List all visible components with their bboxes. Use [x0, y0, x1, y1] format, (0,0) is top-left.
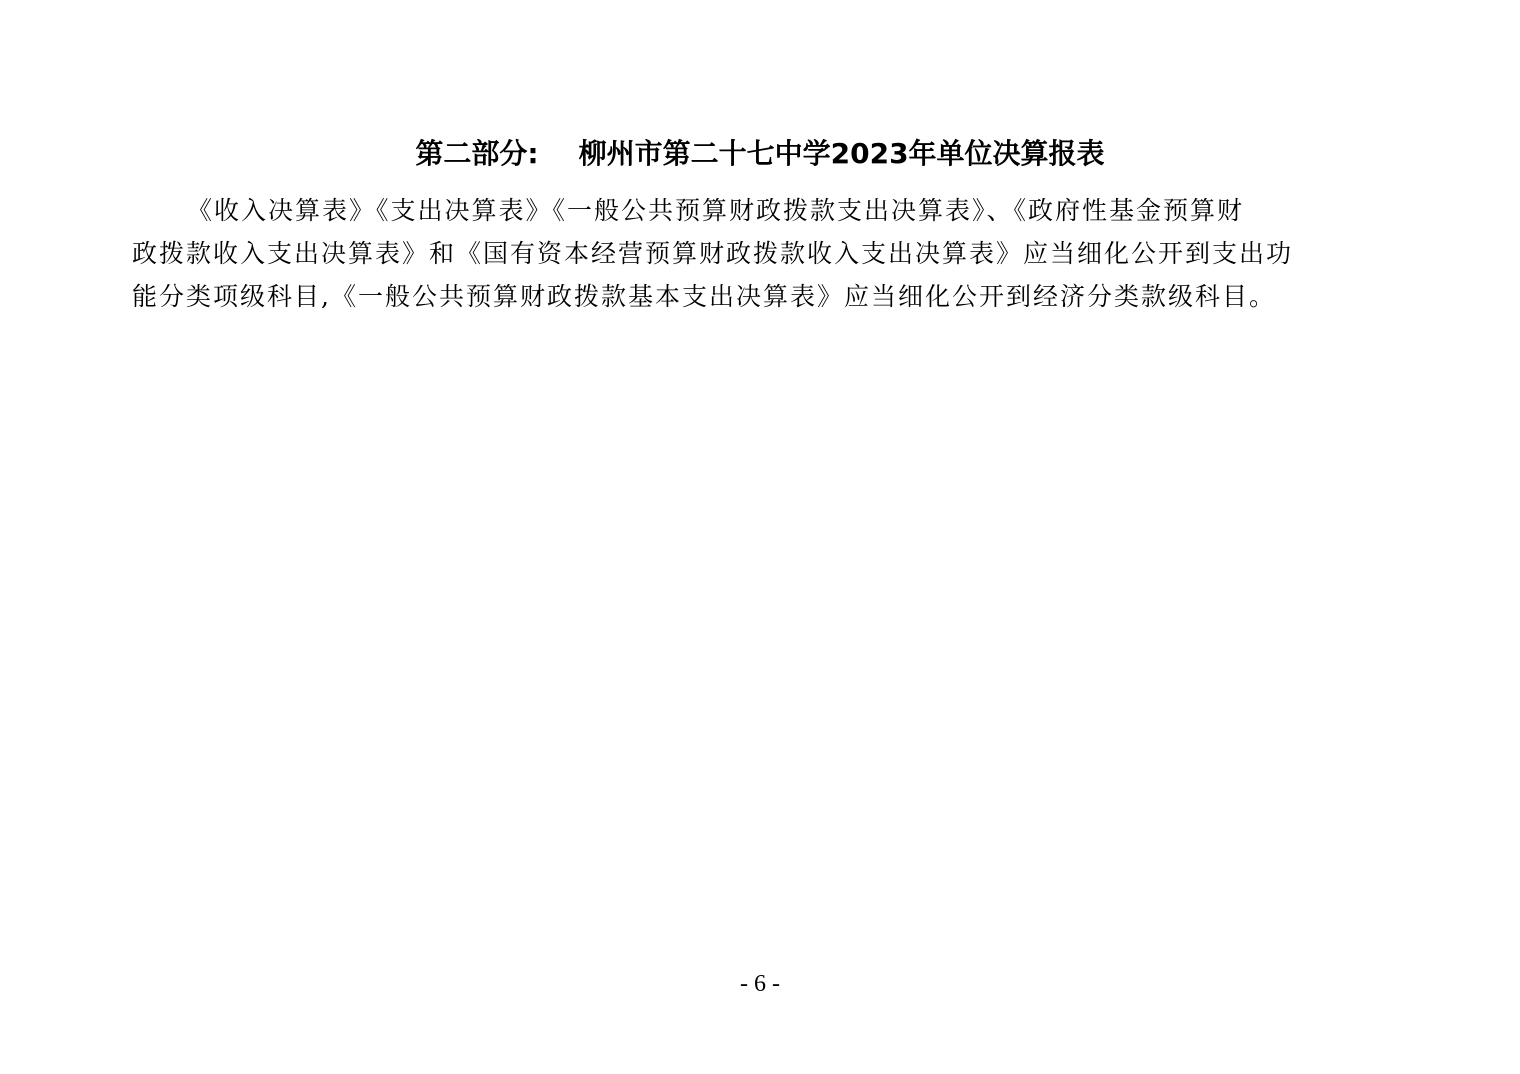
- paragraph-line-2: 政拨款收入支出决算表》和《国有资本经营预算财政拨款收入支出决算表》应当细化公开到支出功: [132, 239, 1294, 268]
- paragraph-line-1: 《收入决算表》《支出决算表》《一般公共预算财政拨款支出决算表》、《政府性基金预算财: [187, 196, 1245, 225]
- page-number: - 6 -: [740, 971, 780, 997]
- body-paragraph: [132, 189, 1384, 318]
- title-main-text: 柳州市第二十七中学2023年单位决算报表: [578, 137, 1105, 170]
- paragraph-line-3: 能分类项级科目,《一般公共预算财政拨款基本支出决算表》应当细化公开到经济分类款级科目。: [132, 282, 1276, 311]
- page-title: [0, 134, 1520, 174]
- title-part-label: 第二部分:: [415, 137, 539, 170]
